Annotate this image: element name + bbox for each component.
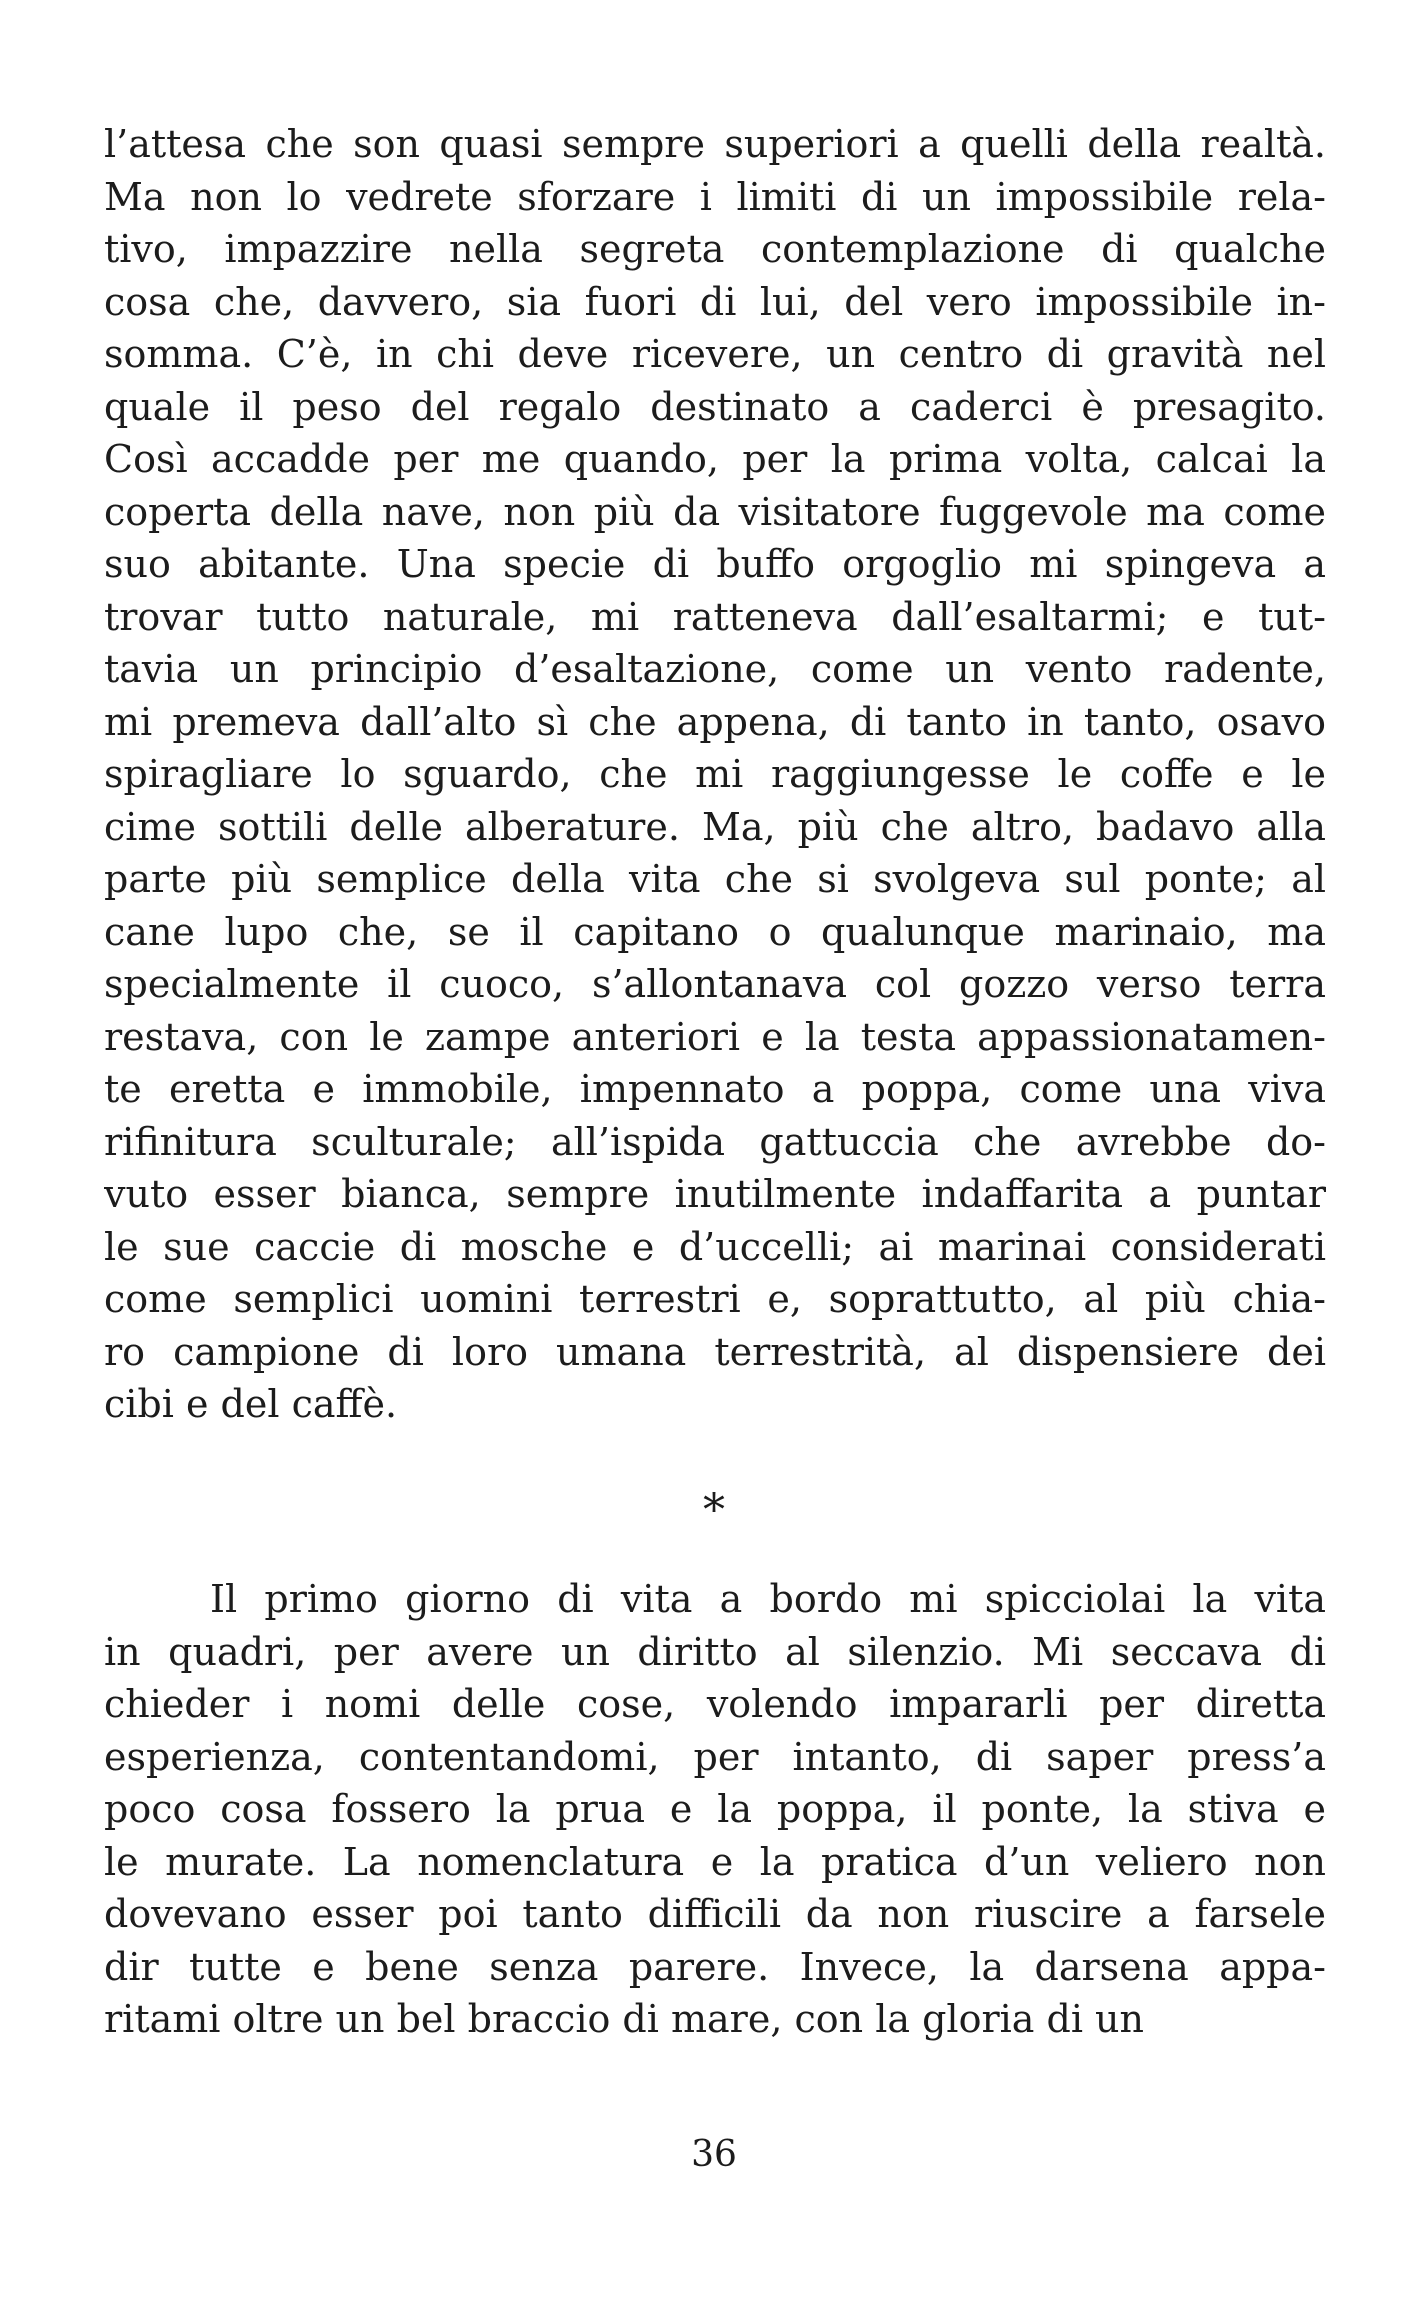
page-number: 36	[691, 2134, 737, 2175]
text-line: coperta della nave, non più da visitatore fuggevole ma come	[104, 489, 1326, 534]
text-line: rifinitura sculturale; all’ispida gattuccia che avrebbe do-	[104, 1119, 1326, 1164]
text-line: dir tutte e bene senza parere. Invece, la darsena appa-	[104, 1944, 1326, 1989]
text-line: spiragliare lo sguardo, che mi raggiungesse le coffe e le	[104, 752, 1326, 796]
text-line: somma. C’è, in chi deve ricevere, un centro di gravità nel	[104, 332, 1326, 376]
text-line: dovevano esser poi tanto difficili da non riuscire a farsele	[104, 1892, 1326, 1936]
text-line: cane lupo che, se il capitano o qualunque marinaio, ma	[104, 909, 1326, 954]
text-line: vuto esser bianca, sempre inutilmente indaffarita a puntar	[104, 1172, 1326, 1216]
text-line: ritami oltre un bel braccio di mare, con la gloria di un	[104, 1997, 1145, 2041]
text-line: tivo, impazzire nella segreta contemplazione di qualche	[104, 227, 1326, 271]
text-line: Così accadde per me quando, per la prima volta, calcai la	[104, 437, 1326, 481]
text-line: esperienza, contentandomi, per intanto, di saper press’a	[104, 1734, 1326, 1779]
text-line: mi premeva dall’alto sì che appena, di tanto in tanto, osavo	[104, 699, 1326, 744]
paragraph-2	[104, 1573, 1326, 2046]
text-line: specialmente il cuoco, s’allontanava col gozzo verso terra	[104, 962, 1326, 1006]
text-line: chieder i nomi delle cose, volendo impararli per diretta	[104, 1682, 1326, 1726]
text-line: cibi e del caffè.	[104, 1382, 398, 1426]
text-line: cosa che, davvero, sia fuori di lui, del vero impossibile in-	[104, 279, 1326, 324]
text-line: tavia un principio d’esaltazione, come un vento radente,	[104, 647, 1326, 691]
text-line: Ma non lo vedrete sforzare i limiti di un impossibile rela-	[104, 174, 1326, 219]
text-line: in quadri, per avere un diritto al silenzio. Mi seccava di	[104, 1629, 1326, 1674]
paragraph-1	[104, 118, 1326, 1431]
section-separator: *	[703, 1485, 725, 1536]
text-line: parte più semplice della vita che si svolgeva sul ponte; al	[104, 857, 1326, 901]
text-line: Il primo giorno di vita a bordo mi spicciolai la vita	[210, 1577, 1326, 1621]
text-line: trovar tutto naturale, mi ratteneva dall’esaltarmi; e tut-	[104, 594, 1326, 639]
text-line: le murate. La nomenclatura e la pratica d’un veliero non	[104, 1839, 1326, 1884]
text-line: cime sottili delle alberature. Ma, più che altro, badavo alla	[104, 804, 1326, 849]
text-line: come semplici uomini terrestri e, soprattutto, al più chia-	[104, 1277, 1326, 1321]
text-line: suo abitante. Una specie di buffo orgoglio mi spingeva a	[104, 542, 1326, 586]
text-line: te eretta e immobile, impennato a poppa, come una viva	[104, 1067, 1326, 1111]
text-line: poco cosa fossero la prua e la poppa, il ponte, la stiva e	[104, 1787, 1326, 1831]
text-line: restava, con le zampe anteriori e la testa appassionatamen-	[104, 1014, 1326, 1059]
text-line: ro campione di loro umana terrestrità, al dispensiere dei	[104, 1329, 1326, 1374]
text-line: l’attesa che son quasi sempre superiori a quelli della realtà.	[104, 122, 1326, 166]
text-line: le sue caccie di mosche e d’uccelli; ai marinai considerati	[104, 1224, 1326, 1269]
text-line: quale il peso del regalo destinato a caderci è presagito.	[104, 384, 1326, 429]
